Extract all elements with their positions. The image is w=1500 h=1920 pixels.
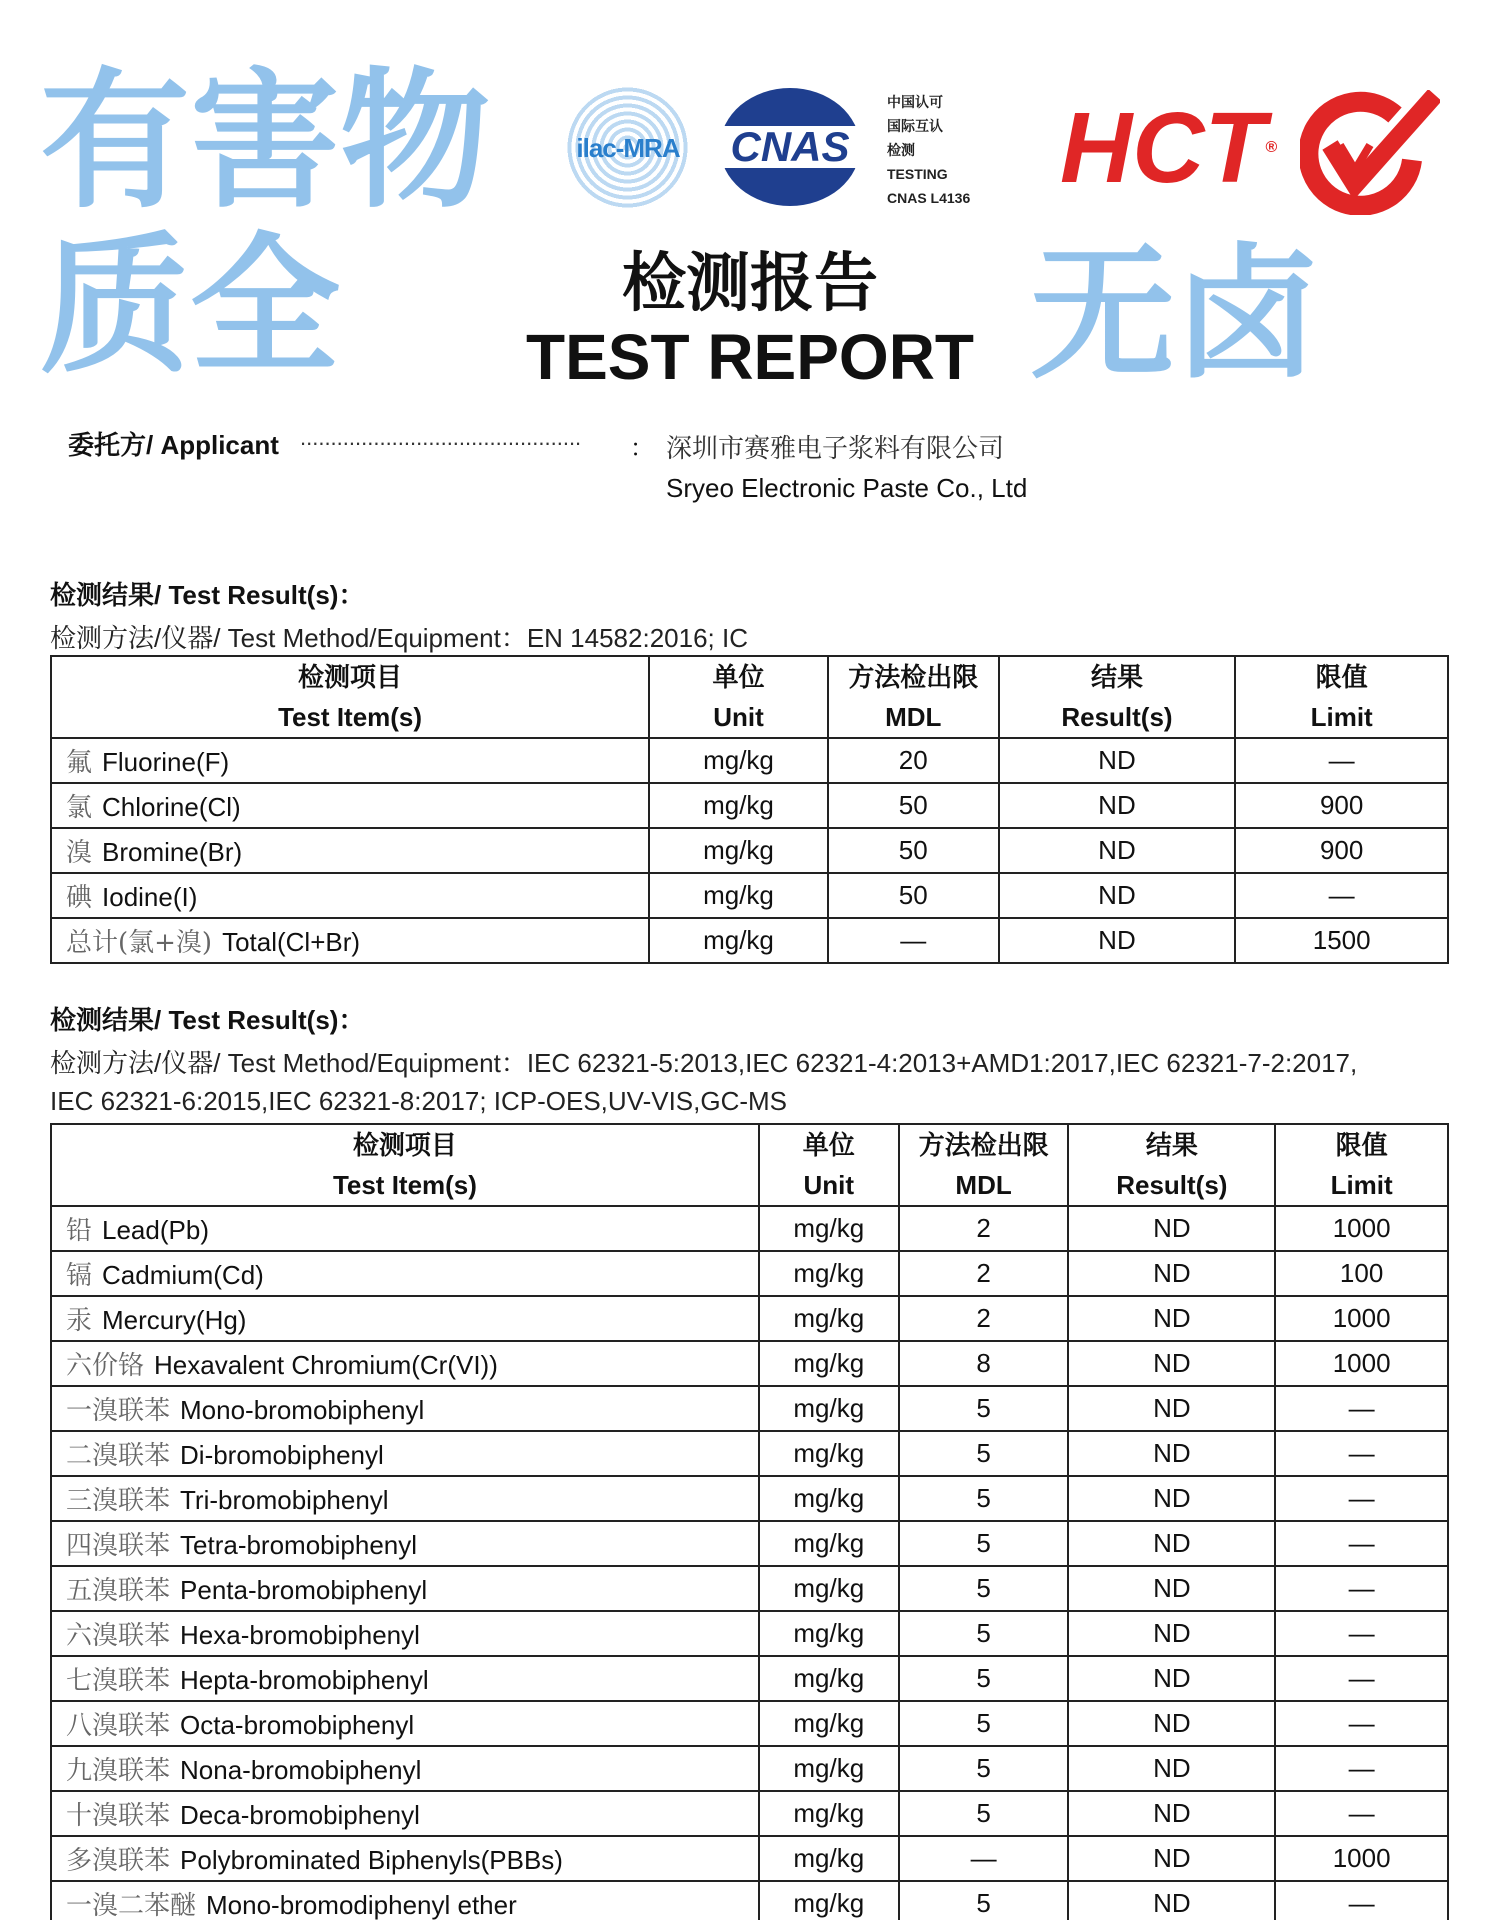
result-cell: ND bbox=[1068, 1476, 1275, 1521]
mdl-cell: 50 bbox=[828, 873, 999, 918]
unit-cell: mg/kg bbox=[759, 1521, 899, 1566]
limit-cell: — bbox=[1275, 1656, 1448, 1701]
table-row bbox=[51, 783, 1448, 828]
limit-cell: — bbox=[1275, 1701, 1448, 1746]
mdl-cell: 5 bbox=[899, 1791, 1069, 1836]
mdl-cell: 5 bbox=[899, 1611, 1069, 1656]
mdl-cell: 5 bbox=[899, 1386, 1069, 1431]
item-name-en: Polybrominated Biphenyls(PBBs) bbox=[180, 1845, 563, 1875]
test-item-cell bbox=[51, 873, 649, 918]
item-name-cn: 十溴联苯 bbox=[66, 1801, 171, 1831]
test-item-cell bbox=[51, 783, 649, 828]
section2-method-continued: IEC 62321-6:2015,IEC 62321-8:2017; ICP-OES,UV-VIS,GC-MS bbox=[50, 1086, 788, 1116]
unit-cell: mg/kg bbox=[649, 738, 828, 783]
item-name-cn: 一溴二苯醚 bbox=[66, 1891, 197, 1920]
table-row bbox=[51, 1791, 1448, 1836]
column-header-line: 方法检出限 bbox=[848, 662, 979, 692]
rohs-results-table bbox=[50, 1123, 1449, 1920]
column-header bbox=[899, 1124, 1069, 1206]
item-name-cn: 多溴联苯 bbox=[66, 1846, 171, 1876]
result-cell: ND bbox=[1068, 1791, 1275, 1836]
mdl-cell: 5 bbox=[899, 1566, 1069, 1611]
result-cell: ND bbox=[1068, 1611, 1275, 1656]
test-item-cell bbox=[51, 1476, 759, 1521]
test-item-cell bbox=[51, 1836, 759, 1881]
result-cell: ND bbox=[1068, 1386, 1275, 1431]
column-header-line: 限值 bbox=[1335, 1130, 1388, 1160]
result-cell: ND bbox=[1068, 1206, 1275, 1251]
test-item-cell bbox=[51, 1521, 759, 1566]
table-row bbox=[51, 1701, 1448, 1746]
limit-cell: 1000 bbox=[1275, 1836, 1448, 1881]
column-header-line: Limit bbox=[1330, 1170, 1393, 1200]
applicant-name-en: Sryeo Electronic Paste Co., Ltd bbox=[666, 473, 1028, 503]
limit-cell: — bbox=[1275, 1611, 1448, 1656]
item-name-en: Lead(Pb) bbox=[102, 1215, 209, 1245]
mdl-cell: — bbox=[828, 918, 999, 963]
applicant-name-cn: 深圳市赛雅电子浆料有限公司 bbox=[666, 434, 1005, 464]
limit-cell: 1000 bbox=[1275, 1341, 1448, 1386]
registered-mark: ® bbox=[1265, 139, 1278, 156]
unit-cell: mg/kg bbox=[649, 873, 828, 918]
unit-cell: mg/kg bbox=[759, 1386, 899, 1431]
column-header-line: 结果 bbox=[1090, 662, 1143, 692]
applicant-label: 委托方/ Applicant bbox=[68, 430, 279, 460]
mdl-cell: 2 bbox=[899, 1251, 1069, 1296]
limit-cell: 900 bbox=[1235, 783, 1448, 828]
limit-cell: 1000 bbox=[1275, 1296, 1448, 1341]
unit-cell: mg/kg bbox=[759, 1206, 899, 1251]
item-name-cn: 汞 bbox=[66, 1306, 93, 1336]
item-name-en: Tri-bromobiphenyl bbox=[180, 1485, 389, 1515]
cnas-logo bbox=[720, 88, 860, 206]
limit-cell: — bbox=[1275, 1476, 1448, 1521]
test-item-cell bbox=[51, 1206, 759, 1251]
halogen-results-table bbox=[50, 655, 1449, 964]
column-header bbox=[1275, 1124, 1448, 1206]
column-header-line: Result(s) bbox=[1116, 1170, 1228, 1200]
item-name-cn: 氯 bbox=[66, 793, 93, 823]
item-name-cn: 总计(氯+溴) bbox=[66, 928, 213, 958]
item-name-en: Cadmium(Cd) bbox=[102, 1260, 264, 1290]
item-name-cn: 七溴联苯 bbox=[66, 1666, 171, 1696]
unit-cell: mg/kg bbox=[759, 1836, 899, 1881]
test-item-cell bbox=[51, 1251, 759, 1296]
item-name-en: Total(Cl+Br) bbox=[222, 927, 361, 957]
unit-cell: mg/kg bbox=[759, 1656, 899, 1701]
item-name-en: Fluorine(F) bbox=[102, 747, 230, 777]
column-header-line: 单位 bbox=[712, 662, 765, 692]
item-name-cn: 六价铬 bbox=[66, 1351, 145, 1381]
unit-cell: mg/kg bbox=[759, 1791, 899, 1836]
table-row bbox=[51, 1341, 1448, 1386]
cnas-text-line: 检测 bbox=[887, 142, 915, 158]
column-header bbox=[51, 656, 649, 738]
table-header-row bbox=[51, 656, 1448, 738]
column-header-line: 方法检出限 bbox=[918, 1130, 1049, 1160]
unit-cell: mg/kg bbox=[759, 1611, 899, 1656]
column-header-line: 检测项目 bbox=[352, 1130, 457, 1160]
result-cell: ND bbox=[1068, 1656, 1275, 1701]
item-name-en: Iodine(I) bbox=[102, 882, 198, 912]
limit-cell: — bbox=[1235, 738, 1448, 783]
column-header-line: Result(s) bbox=[1061, 702, 1173, 732]
test-item-cell bbox=[51, 1701, 759, 1746]
hct-logo-text: HCT bbox=[1060, 92, 1266, 204]
result-cell: ND bbox=[1068, 1341, 1275, 1386]
result-cell: ND bbox=[999, 738, 1236, 783]
item-name-en: Octa-bromobiphenyl bbox=[180, 1710, 415, 1740]
item-name-en: Mono-bromodiphenyl ether bbox=[206, 1890, 517, 1920]
column-header-line: 结果 bbox=[1145, 1130, 1198, 1160]
item-name-en: Penta-bromobiphenyl bbox=[180, 1575, 428, 1605]
mdl-cell: 5 bbox=[899, 1431, 1069, 1476]
unit-cell: mg/kg bbox=[759, 1296, 899, 1341]
result-cell: ND bbox=[1068, 1701, 1275, 1746]
unit-cell: mg/kg bbox=[759, 1701, 899, 1746]
limit-cell: — bbox=[1275, 1566, 1448, 1611]
item-name-en: Hexavalent Chromium(Cr(VI)) bbox=[154, 1350, 498, 1380]
item-name-en: Di-bromobiphenyl bbox=[180, 1440, 384, 1470]
table-row bbox=[51, 1476, 1448, 1521]
test-item-cell bbox=[51, 828, 649, 873]
result-cell: ND bbox=[999, 783, 1236, 828]
item-name-en: Tetra-bromobiphenyl bbox=[180, 1530, 418, 1560]
item-name-en: Deca-bromobiphenyl bbox=[180, 1800, 420, 1830]
result-cell: ND bbox=[1068, 1836, 1275, 1881]
column-header-line: Unit bbox=[803, 1170, 855, 1200]
table-row bbox=[51, 1881, 1448, 1920]
test-item-cell bbox=[51, 1881, 759, 1920]
applicant-leader-dots: .............................................. bbox=[300, 425, 582, 450]
column-header bbox=[649, 656, 828, 738]
result-cell: ND bbox=[999, 873, 1236, 918]
mdl-cell: 20 bbox=[828, 738, 999, 783]
mdl-cell: 5 bbox=[899, 1746, 1069, 1791]
ilac-mra-logo bbox=[565, 85, 690, 210]
column-header-line: MDL bbox=[885, 702, 942, 732]
item-name-en: Mercury(Hg) bbox=[102, 1305, 247, 1335]
unit-cell: mg/kg bbox=[759, 1881, 899, 1920]
test-item-cell bbox=[51, 1386, 759, 1431]
test-item-cell bbox=[51, 1746, 759, 1791]
test-item-cell bbox=[51, 918, 649, 963]
item-name-en: Chlorine(Cl) bbox=[102, 792, 241, 822]
cnas-text-line: 国际互认 bbox=[887, 118, 943, 134]
result-cell: ND bbox=[1068, 1521, 1275, 1566]
limit-cell: — bbox=[1275, 1791, 1448, 1836]
table-row bbox=[51, 1746, 1448, 1791]
column-header-line: 单位 bbox=[802, 1130, 855, 1160]
watermark-hazardous-substances: 有害物质全 bbox=[40, 55, 491, 394]
table-row bbox=[51, 918, 1448, 963]
table-row bbox=[51, 1521, 1448, 1566]
column-header bbox=[51, 1124, 759, 1206]
table-row bbox=[51, 1296, 1448, 1341]
unit-cell: mg/kg bbox=[759, 1431, 899, 1476]
mdl-cell: 50 bbox=[828, 783, 999, 828]
column-header bbox=[1235, 656, 1448, 738]
limit-cell: — bbox=[1275, 1521, 1448, 1566]
column-header bbox=[999, 656, 1236, 738]
unit-cell: mg/kg bbox=[759, 1566, 899, 1611]
result-cell: ND bbox=[1068, 1431, 1275, 1476]
test-item-cell bbox=[51, 738, 649, 783]
table-row bbox=[51, 1251, 1448, 1296]
column-header-line: Test Item(s) bbox=[332, 1170, 477, 1200]
table-row bbox=[51, 1566, 1448, 1611]
item-name-cn: 八溴联苯 bbox=[66, 1711, 171, 1741]
item-name-en: Bromine(Br) bbox=[102, 837, 243, 867]
item-name-cn: 一溴联苯 bbox=[66, 1396, 171, 1426]
test-item-cell bbox=[51, 1431, 759, 1476]
limit-cell: 900 bbox=[1235, 828, 1448, 873]
limit-cell: — bbox=[1275, 1746, 1448, 1791]
unit-cell: mg/kg bbox=[649, 918, 828, 963]
mdl-cell: 5 bbox=[899, 1476, 1069, 1521]
mdl-cell: 5 bbox=[899, 1701, 1069, 1746]
watermark-halogen-free: 无卤 bbox=[1030, 230, 1320, 399]
column-header-line: 检测项目 bbox=[298, 662, 403, 692]
column-header-line: 限值 bbox=[1315, 662, 1368, 692]
column-header bbox=[759, 1124, 899, 1206]
unit-cell: mg/kg bbox=[759, 1341, 899, 1386]
item-name-en: Mono-bromobiphenyl bbox=[180, 1395, 425, 1425]
hct-logo bbox=[1060, 92, 1278, 204]
column-header-line: Unit bbox=[713, 702, 764, 732]
limit-cell: — bbox=[1275, 1881, 1448, 1920]
mdl-cell: — bbox=[899, 1836, 1069, 1881]
section1-method: 检测方法/仪器/ Test Method/Equipment：EN 14582:2016; IC bbox=[50, 623, 748, 653]
table-row bbox=[51, 873, 1448, 918]
table-row bbox=[51, 1206, 1448, 1251]
test-item-cell bbox=[51, 1341, 759, 1386]
column-header-line: Limit bbox=[1310, 702, 1373, 732]
mdl-cell: 5 bbox=[899, 1881, 1069, 1920]
item-name-cn: 二溴联苯 bbox=[66, 1441, 171, 1471]
limit-cell: — bbox=[1275, 1386, 1448, 1431]
section1-heading: 检测结果/ Test Result(s)： bbox=[50, 580, 365, 610]
cnas-text-line: CNAS L4136 bbox=[887, 190, 971, 206]
test-item-cell bbox=[51, 1566, 759, 1611]
column-header-line: MDL bbox=[955, 1170, 1012, 1200]
unit-cell: mg/kg bbox=[649, 828, 828, 873]
test-item-cell bbox=[51, 1656, 759, 1701]
report-title-chinese: 检测报告 bbox=[622, 246, 878, 321]
limit-cell: — bbox=[1275, 1431, 1448, 1476]
cnas-accreditation-text bbox=[887, 90, 970, 210]
column-header bbox=[828, 656, 999, 738]
item-name-en: Nona-bromobiphenyl bbox=[180, 1755, 422, 1785]
test-item-cell bbox=[51, 1611, 759, 1656]
section2-method: 检测方法/仪器/ Test Method/Equipment：IEC 62321-5:2013,IEC 62321-4:2013+AMD1:2017,IEC 62321-7-2:2017, bbox=[50, 1048, 1358, 1078]
table-row bbox=[51, 1431, 1448, 1476]
mdl-cell: 2 bbox=[899, 1206, 1069, 1251]
item-name-cn: 镉 bbox=[66, 1261, 93, 1291]
unit-cell: mg/kg bbox=[759, 1746, 899, 1791]
result-cell: ND bbox=[1068, 1251, 1275, 1296]
item-name-en: Hexa-bromobiphenyl bbox=[180, 1620, 420, 1650]
table-header-row bbox=[51, 1124, 1448, 1206]
table-row bbox=[51, 1836, 1448, 1881]
item-name-cn: 碘 bbox=[66, 883, 93, 913]
item-name-cn: 九溴联苯 bbox=[66, 1756, 171, 1786]
item-name-cn: 六溴联苯 bbox=[66, 1621, 171, 1651]
unit-cell: mg/kg bbox=[759, 1476, 899, 1521]
mdl-cell: 5 bbox=[899, 1521, 1069, 1566]
item-name-cn: 铅 bbox=[66, 1216, 93, 1246]
test-item-cell bbox=[51, 1791, 759, 1836]
item-name-en: Hepta-bromobiphenyl bbox=[180, 1665, 429, 1695]
applicant-colon: ： bbox=[630, 435, 654, 462]
section2-heading: 检测结果/ Test Result(s)： bbox=[50, 1005, 365, 1035]
limit-cell: — bbox=[1235, 873, 1448, 918]
column-header-line: Test Item(s) bbox=[278, 702, 423, 732]
mdl-cell: 8 bbox=[899, 1341, 1069, 1386]
item-name-cn: 三溴联苯 bbox=[66, 1486, 171, 1516]
result-cell: ND bbox=[1068, 1296, 1275, 1341]
unit-cell: mg/kg bbox=[759, 1251, 899, 1296]
ilac-logo-text: ilac-MRA bbox=[576, 133, 680, 163]
item-name-cn: 四溴联苯 bbox=[66, 1531, 171, 1561]
column-header bbox=[1068, 1124, 1275, 1206]
table-row bbox=[51, 1611, 1448, 1656]
limit-cell: 1500 bbox=[1235, 918, 1448, 963]
cnas-logo-text: CNAS bbox=[715, 126, 865, 168]
limit-cell: 1000 bbox=[1275, 1206, 1448, 1251]
result-cell: ND bbox=[1068, 1746, 1275, 1791]
mdl-cell: 5 bbox=[899, 1656, 1069, 1701]
result-cell: ND bbox=[999, 828, 1236, 873]
result-cell: ND bbox=[999, 918, 1236, 963]
report-title-english: TEST REPORT bbox=[525, 321, 975, 393]
result-cell: ND bbox=[1068, 1881, 1275, 1920]
check-mark-logo-icon bbox=[1300, 90, 1440, 215]
cnas-text-line: 中国认可 bbox=[887, 94, 943, 110]
unit-cell: mg/kg bbox=[649, 783, 828, 828]
cnas-text-line: TESTING bbox=[887, 166, 948, 182]
table-row bbox=[51, 738, 1448, 783]
certification-logos bbox=[565, 80, 1465, 220]
limit-cell: 100 bbox=[1275, 1251, 1448, 1296]
item-name-cn: 五溴联苯 bbox=[66, 1576, 171, 1606]
table-row bbox=[51, 1656, 1448, 1701]
test-item-cell bbox=[51, 1296, 759, 1341]
table-row bbox=[51, 828, 1448, 873]
result-cell: ND bbox=[1068, 1566, 1275, 1611]
item-name-cn: 溴 bbox=[66, 838, 93, 868]
table-row bbox=[51, 1386, 1448, 1431]
mdl-cell: 50 bbox=[828, 828, 999, 873]
item-name-cn: 氟 bbox=[66, 748, 93, 778]
mdl-cell: 2 bbox=[899, 1296, 1069, 1341]
